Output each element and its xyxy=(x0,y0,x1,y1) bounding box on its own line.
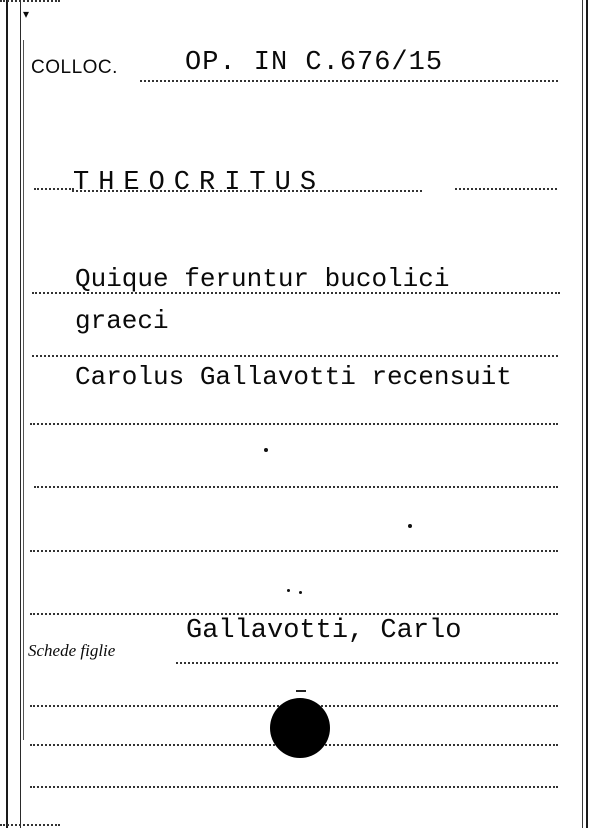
card-edge-right xyxy=(586,0,588,828)
ink-speck xyxy=(287,589,290,592)
title-line-1: Quique feruntur bucolici xyxy=(75,264,450,294)
author-heading: THEOCRITUS xyxy=(73,168,326,198)
dotted-rule-author-left xyxy=(34,188,74,190)
name-entry: Gallavotti, Carlo xyxy=(186,616,462,646)
dotted-rule-empty-2 xyxy=(34,486,558,488)
dotted-rule-title-2 xyxy=(32,355,558,357)
ink-speck xyxy=(264,448,268,452)
dotted-rule-empty-3 xyxy=(30,550,558,552)
dotted-rule-author-right xyxy=(455,188,557,190)
dotted-rule-author-under xyxy=(72,190,422,192)
arrow-mark-icon: ▾ xyxy=(23,7,30,21)
card-margin-line-inner xyxy=(23,40,24,740)
dotted-rule-colloc xyxy=(140,80,558,82)
dotted-rule-name xyxy=(176,662,558,664)
colloc-value: OP. IN C.676/15 xyxy=(185,48,444,78)
card-edge-right-inner xyxy=(582,0,583,828)
punch-hole xyxy=(270,698,330,758)
punch-hole-tick xyxy=(296,690,306,692)
dotted-rule-bottom-3 xyxy=(30,786,558,788)
dotted-rule-bottom-edge xyxy=(0,824,60,826)
ink-speck xyxy=(408,524,412,528)
top-dotted-mark xyxy=(0,0,60,5)
dotted-rule-empty-1 xyxy=(30,423,558,425)
colloc-label: COLLOC. xyxy=(31,57,118,78)
title-line-2: graeci xyxy=(75,306,169,336)
schede-label: Schede figlie xyxy=(28,641,116,660)
ink-speck xyxy=(299,591,302,594)
dotted-rule-empty-4 xyxy=(30,613,558,615)
title-line-3: Carolus Gallavotti recensuit xyxy=(75,362,512,392)
card-margin-line xyxy=(20,0,21,828)
card-edge-left xyxy=(6,0,8,828)
